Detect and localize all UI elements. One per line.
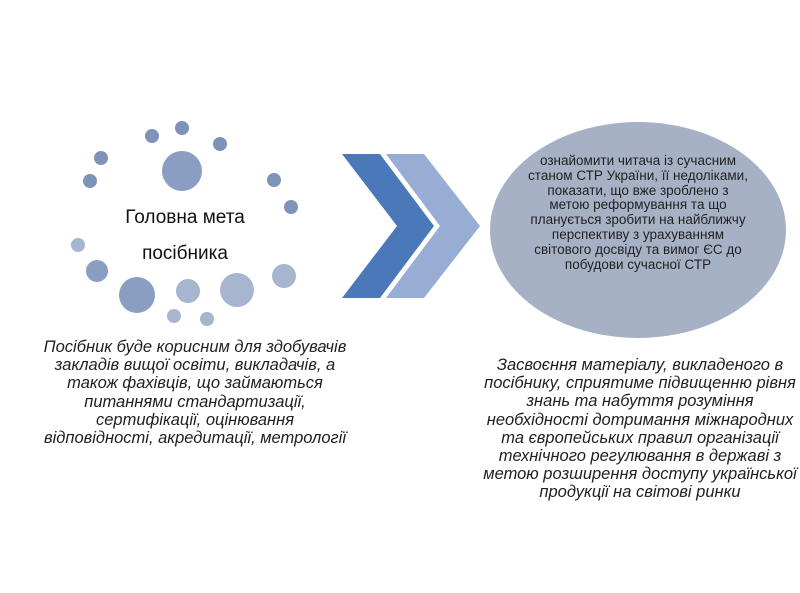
outcome-text: Засвоєння матеріалу, викладеного в посібнику, сприятиме підвищенню рівня знань та набуття розуміння необхідності дотримання міжнародних та європейських правил організації технічного регулювання в державі з метою розширення доступу української продукції на світові ринки [483,356,797,502]
audience-text: Посібник буде корисним для здобувачів закладів вищої освіти, викладачів, а також фахівців, що займаються питаннями стандартизації, сертифікації, оцінювання відповідності, акредитації, метрології [43,338,347,448]
goal-description: ознайомити читача із сучасним станом СТР України, її недоліками, показати, що вже зроблено з метою реформування та що планується зробити на найближчу перспективу з урахуванням світового досвіду та вимог ЄС до побудови сучасної СТР [528,153,748,272]
goal-title-line-2: посібника [142,243,228,264]
goal-title-line-1: Головна мета [125,207,245,228]
